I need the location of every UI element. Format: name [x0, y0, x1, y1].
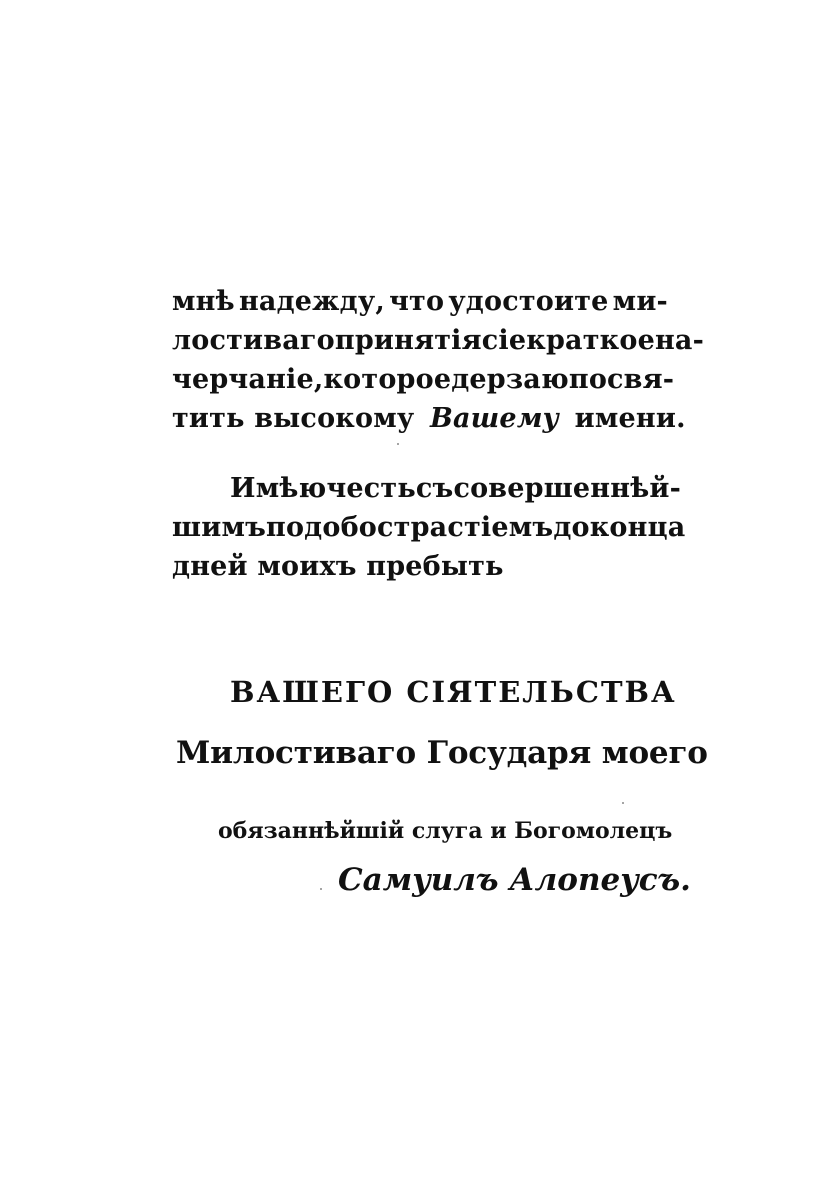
print-speck	[320, 888, 322, 890]
closing-servant: обязаннѣйшій слуга и Богомолецъ	[218, 818, 673, 844]
paragraph1-line2: лостиваго принятія сіе краткое на-	[172, 325, 705, 356]
paragraph2-line2: шимъ подобострастіемъ до конца	[172, 512, 686, 543]
print-speck	[622, 802, 624, 804]
paragraph1-line4: тить высокому Вашему имени.	[172, 403, 686, 434]
print-speck	[397, 443, 399, 445]
emphasized-word: Вашему	[429, 403, 560, 434]
closing-address: Милостиваго Государя моего	[176, 735, 708, 771]
paragraph2-line3: дней моихъ пребыть	[172, 551, 504, 582]
paragraph2-line1: Имѣю честь съ совершеннѣй-	[230, 473, 682, 504]
paragraph1-line3: черчаніе , которое дерзаю посвя-	[172, 364, 675, 395]
closing-title: ВАШЕГО СІЯТЕЛЬСТВА	[230, 675, 677, 709]
paragraph1-line1: мнѣ надежду, что удостоите ми-	[172, 286, 668, 317]
signature: Самуилъ Алопеусъ.	[338, 862, 691, 898]
